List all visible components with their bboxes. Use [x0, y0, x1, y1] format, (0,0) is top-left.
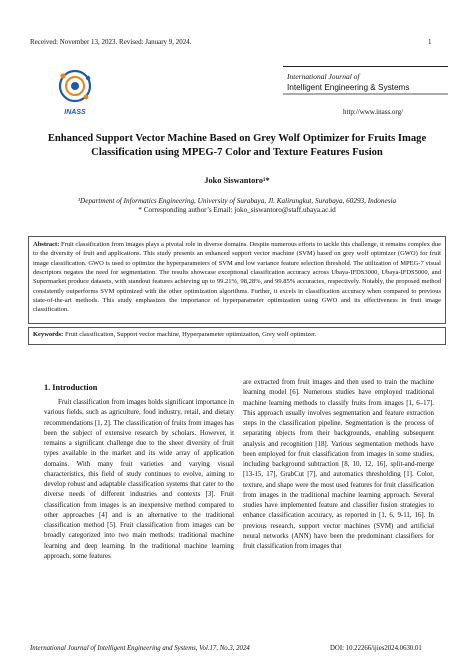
- footer-journal-citation: International Journal of Intelligent Engineering and Systems, Vol.17, No.3, 2024: [30, 645, 250, 652]
- section-heading-introduction: 1. Introduction: [44, 383, 98, 392]
- paper-title: Enhanced Support Vector Machine Based on Grey Wolf Optimizer for Fruits Image Classification using MPEG-7 Color and Texture Features Fusion: [47, 133, 427, 158]
- abstract-label: Abstract:: [33, 241, 60, 248]
- body-column-right: are extracted from fruit images and then used to train the machine learning model [6]. Numerous studies have employed traditional machine learning methods to classify fruits from images [1, 6–17]. This approach usually involves segmentation and feature extraction steps in the classification pipeline. Segmentation is the process of separating objects from their backgrounds, enabling subsequent analysis and recognition [18]. Various segmentation methods have been employed for fruit classification from images in some studies, including background subtraction [8, 10, 12, 16], split-and-merge [13-15, 17], GrabCut [7], and automatics thresholding [1]. Color, texture, and shape were the most used features for fruit classification from images in the traditional machine learning approach. Several studies have implemented feature and classifier fusion strategies to enhance classification accuracy, as reported in [1, 6, 9-11, 16]. In previous research, support vector machines (SVM) and artificial neural networks (ANN) have been the predominant classifiers for fruit classification from images that: [243, 379, 434, 550]
- author-name: Joko Siswantoro¹*: [204, 176, 270, 185]
- corresponding-author: * Corresponding author’s Email: joko_siswantoro@staff.ubaya.ac.id: [138, 206, 336, 214]
- keywords: [33, 331, 441, 338]
- keywords-text: Fruit classification, Support vector machine, Hyperparameter optimization, Grey wolf optimizer.: [64, 331, 317, 338]
- body-column-left: Fruit classification from images holds significant importance in various fields, such as agriculture, food industry, retail, and dietary recommendations [1, 2]. The classification of fruits from images has been the subject of extensive research by scholars. However, it remains a significant challenge due to the sheer diversity of fruit types available in the market and its wide array of application domains. With many fruit varieties and varying visual characteristics, this field of study continues to evolve, aiming to develop robust and adaptable classification systems that cater to the diverse needs of different industries and contexts [3]. Fruit classification from images is an inexpensive method compared to other approaches [4] and is an alternative to the traditional classification method [5]. Fruit classification from images can be broadly categorized into two main methods: traditional machine learning and deep learning. In the traditional machine learning approach, some features: [44, 399, 234, 560]
- page-number: 1: [428, 38, 432, 46]
- author-affiliation: ¹Department of Informatics Engineering, University of Surabaya, Jl. Kalirungkut, Surabaya, 60293, Indonesia: [77, 197, 397, 205]
- keywords-label: Keywords:: [33, 331, 64, 338]
- journal-name-line1: International Journal of: [287, 72, 360, 81]
- logo-text: INASS: [64, 109, 86, 116]
- abstract-text: Fruit classification from images plays a pivotal role in diverse domains. Despite numerous efforts to tackle this challenge, it remains complex due to the diversity of fruit and applications. This study presents an enhanced support vector machine (SVM) based on grey wolf optimizer (GWO) for fruit image classification. GWO is used to optimize the hyperparameters of SVM and low variance feature selection threshold. The utilization of MPEG-7 visual descriptors negates the need for segmentation. The results showcase exceptional classification accuracy across Ubaya-IFDS3000, Ubaya-IFDS5000, and Supermarket produce datasets, with standout features achieving up to 99.21%, 98,28%, and 99.85% accuracies, respectively. Notably, the proposed method consistently outperforms SVM optimized with the other optimization algorithms. Further, it excels in classification accuracy when compared to previous state-of-the-art methods. This study emphasizes the importance of hyperparameter optimization using GWO and its effectiveness in fruit image classification.: [33, 241, 441, 314]
- footer-doi[interactable]: DOI: 10.22266/ijies2024.0630.01: [330, 645, 422, 652]
- journal-name-line2: Intelligent Engineering & Systems: [287, 83, 410, 92]
- inass-logo: [55, 67, 95, 119]
- journal-url-link[interactable]: http://www.inass.org/: [343, 108, 404, 116]
- inass-logo-icon: [55, 67, 95, 119]
- received-revised-dates: Received: November 13, 2023. Revised: January 9, 2024.: [30, 38, 192, 46]
- abstract: [33, 240, 441, 315]
